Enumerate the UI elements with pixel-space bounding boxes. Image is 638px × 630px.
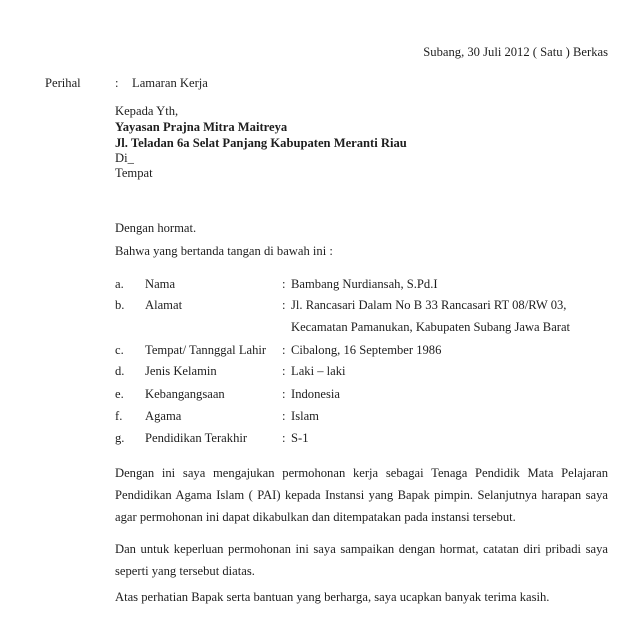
detail-letter: e.: [115, 387, 124, 401]
detail-label: Agama: [145, 409, 182, 423]
detail-letter: g.: [115, 431, 125, 445]
detail-letter: c.: [115, 343, 124, 357]
detail-label: Jenis Kelamin: [145, 364, 217, 378]
detail-letter: b.: [115, 298, 125, 312]
detail-colon: :: [282, 364, 286, 378]
salutation: Dengan hormat.: [115, 221, 197, 235]
recipient-place: Tempat: [115, 166, 153, 180]
subject-value: Lamaran Kerja: [132, 76, 208, 90]
detail-letter: a.: [115, 277, 124, 291]
detail-colon: :: [282, 343, 286, 357]
body-paragraph-1: [115, 466, 608, 532]
detail-value: Islam: [291, 409, 319, 423]
detail-label: Kebangangsaan: [145, 387, 225, 401]
detail-colon: :: [282, 277, 286, 291]
paragraph-line: Dan untuk keperluan permohonan ini saya sampaikan dengan hormat, catatan diri pribadi saya: [115, 542, 608, 556]
closing-sentence: Atas perhatian Bapak serta bantuan yang berharga, saya ucapkan banyak terima kasih.: [115, 590, 550, 604]
detail-value: Indonesia: [291, 387, 340, 401]
intro-line: Bahwa yang bertanda tangan di bawah ini :: [115, 244, 333, 258]
subject-colon: :: [115, 76, 119, 90]
subject-label: Perihal: [45, 76, 81, 90]
letter-date: Subang, 30 Juli 2012 ( Satu ) Berkas: [423, 45, 608, 59]
recipient-address: Jl. Teladan 6a Selat Panjang Kabupaten Meranti Riau: [115, 136, 407, 150]
detail-value: Laki – laki: [291, 364, 346, 378]
recipient-organization: Yayasan Prajna Mitra Maitreya: [115, 120, 288, 134]
paragraph-line: Pendidikan Agama Islam ( PAI) kepada Instansi yang Bapak pimpin. Selanjutnya harapan saya: [115, 488, 608, 502]
detail-value: Cibalong, 16 September 1986: [291, 343, 442, 357]
detail-label: Alamat: [145, 298, 183, 312]
paragraph-line: seperti yang tersebut diatas.: [115, 564, 255, 578]
detail-label: Pendidikan Terakhir: [145, 431, 248, 445]
detail-label: Nama: [145, 277, 176, 291]
detail-colon: :: [282, 387, 286, 401]
detail-colon: :: [282, 409, 286, 423]
detail-colon: :: [282, 298, 286, 312]
detail-value-continued: Kecamatan Pamanukan, Kabupaten Subang Jawa Barat: [291, 320, 571, 334]
detail-letter: f.: [115, 409, 123, 423]
recipient-di: Di_: [115, 151, 134, 165]
detail-label: Tempat/ Tannggal Lahir: [145, 343, 267, 357]
detail-value: Bambang Nurdiansah, S.Pd.I: [291, 277, 438, 291]
detail-value: Jl. Rancasari Dalam No B 33 Rancasari RT 08/RW 03,: [291, 298, 567, 312]
detail-value: S-1: [291, 431, 309, 445]
detail-colon: :: [282, 431, 286, 445]
body-paragraph-2: [115, 542, 608, 586]
paragraph-line: agar permohonan ini dapat dikabulkan dan ditempatakan pada instansi tersebut.: [115, 510, 516, 524]
paragraph-line: Dengan ini saya mengajukan permohonan kerja sebagai Tenaga Pendidik Mata Pelajaran: [115, 466, 608, 480]
recipient-greeting: Kepada Yth,: [115, 104, 179, 118]
detail-letter: d.: [115, 364, 125, 378]
